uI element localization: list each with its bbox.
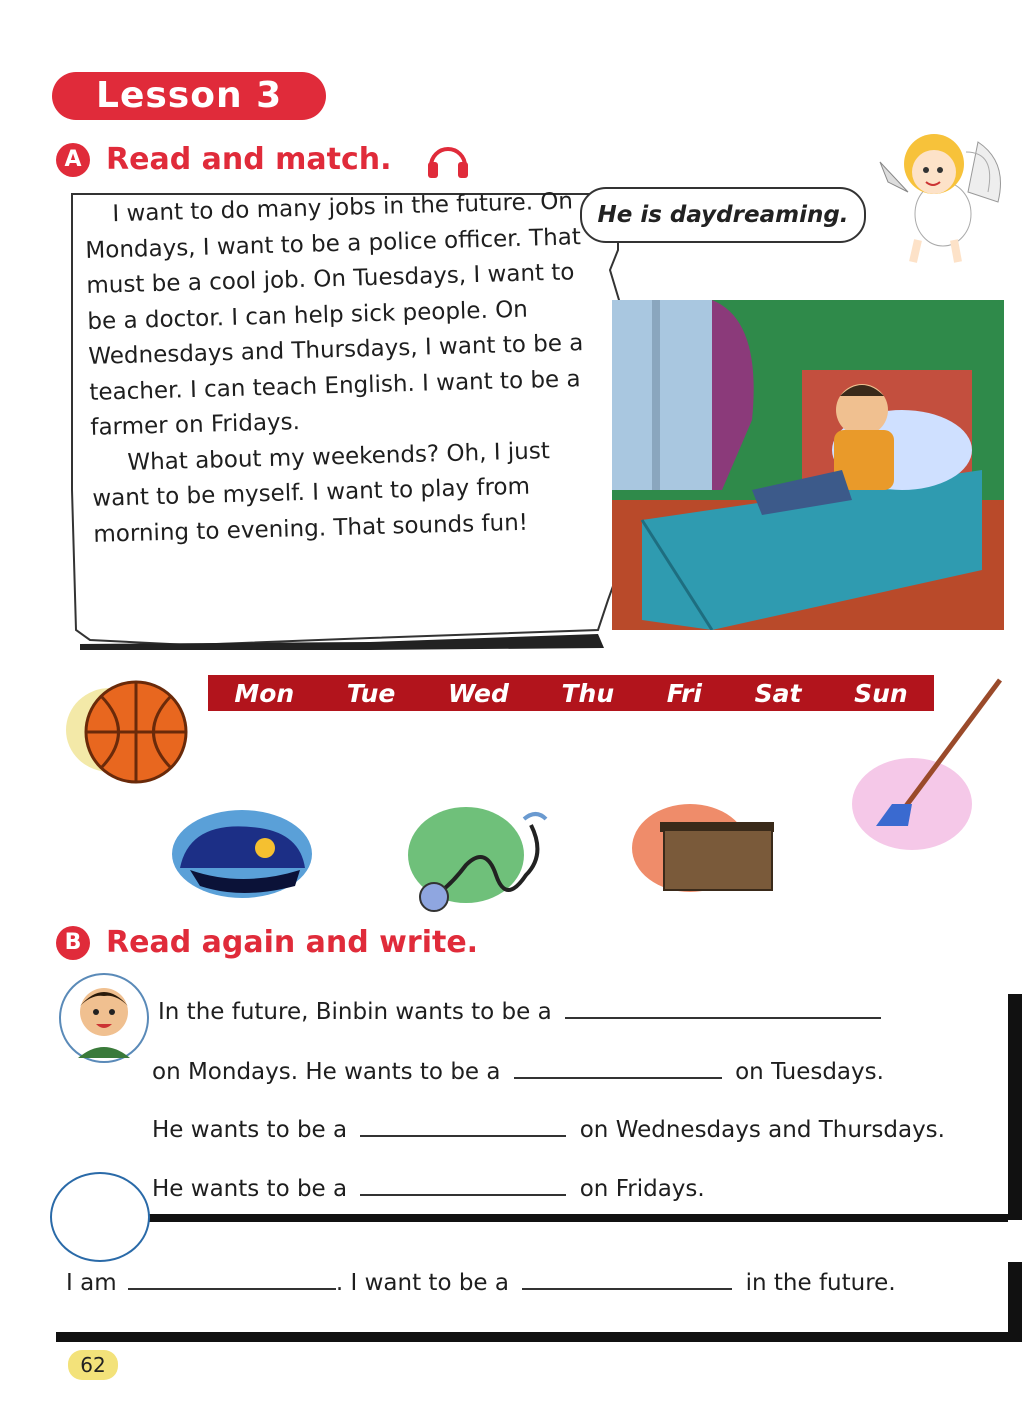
section-a-title: Read and match. bbox=[106, 142, 392, 177]
police-hat-icon[interactable] bbox=[170, 808, 314, 902]
blank-tuesday-job[interactable] bbox=[514, 1055, 722, 1079]
sentence-1-text: In the future, Binbin wants to be a bbox=[158, 999, 552, 1025]
day-sat: Sat bbox=[754, 678, 802, 708]
section-b-badge: B bbox=[56, 926, 90, 960]
sentence-line-2 bbox=[152, 1055, 884, 1087]
blank-friday-job[interactable] bbox=[360, 1172, 566, 1196]
blank-monday-job[interactable] bbox=[565, 995, 881, 1019]
binbin-avatar bbox=[56, 972, 154, 1064]
sentence-5b-text: . I want to be a bbox=[335, 1270, 509, 1296]
day-fri: Fri bbox=[666, 678, 702, 708]
frame-right-edge bbox=[1008, 994, 1022, 1220]
sentence-3a-text: He wants to be a bbox=[152, 1117, 348, 1143]
sentence-2a-text: on Mondays. He wants to be a bbox=[152, 1059, 501, 1085]
day-thu: Thu bbox=[561, 678, 615, 708]
sentence-line-3 bbox=[152, 1113, 945, 1145]
sentence-5c-text: in the future. bbox=[745, 1270, 896, 1296]
frame-right-edge-lower bbox=[1008, 1262, 1022, 1342]
frame-divider bbox=[148, 1214, 1008, 1222]
basketball-icon[interactable] bbox=[66, 680, 192, 786]
teacher-desk-icon[interactable] bbox=[630, 800, 776, 896]
sentence-3b-text: on Wednesdays and Thursdays. bbox=[579, 1117, 945, 1143]
boy-in-bed-illustration bbox=[612, 300, 1004, 630]
student-avatar-circle[interactable] bbox=[50, 1172, 150, 1262]
stethoscope-icon[interactable] bbox=[406, 805, 556, 917]
passage-paragraph-1: I want to do many jobs in the future. On Mondays, I want to be a police officer. That must be a cool job. On Tuesdays, I want to be a doctor. I can help sick people. On Wednesdays and Thursdays, I want to be a teacher. I can teach English. I want to be a farmer on Fridays. bbox=[85, 188, 584, 441]
day-mon: Mon bbox=[234, 678, 295, 708]
sentence-5a-text: I am bbox=[66, 1270, 117, 1296]
blank-student-name[interactable] bbox=[128, 1266, 336, 1290]
speech-bubble: He is daydreaming. bbox=[580, 187, 866, 243]
blank-wednesday-job[interactable] bbox=[360, 1113, 566, 1137]
reading-passage bbox=[70, 190, 625, 650]
sentence-line-1 bbox=[158, 995, 881, 1027]
days-of-week-bar bbox=[208, 675, 934, 711]
passage-paragraph-2: What about my weekends? Oh, I just want to be myself. I want to play from morning to evening. That sounds fun! bbox=[92, 437, 551, 548]
sentence-line-4 bbox=[152, 1172, 705, 1204]
hoe-icon[interactable] bbox=[852, 676, 1006, 852]
section-a-badge: A bbox=[56, 143, 90, 177]
sentence-4b-text: on Fridays. bbox=[579, 1176, 705, 1202]
page-number: 62 bbox=[68, 1350, 118, 1380]
angel-illustration bbox=[868, 122, 1008, 272]
lesson-title: Lesson 3 bbox=[52, 72, 326, 120]
headphones-icon[interactable] bbox=[425, 140, 471, 180]
day-wed: Wed bbox=[448, 678, 509, 708]
day-tue: Tue bbox=[346, 678, 396, 708]
day-sun: Sun bbox=[854, 678, 908, 708]
frame-bottom bbox=[56, 1332, 1022, 1342]
section-b-title: Read again and write. bbox=[106, 925, 479, 960]
sentence-line-5 bbox=[66, 1266, 896, 1298]
blank-future-job[interactable] bbox=[522, 1266, 732, 1290]
sentence-2b-text: on Tuesdays. bbox=[735, 1059, 884, 1085]
sentence-4a-text: He wants to be a bbox=[152, 1176, 348, 1202]
